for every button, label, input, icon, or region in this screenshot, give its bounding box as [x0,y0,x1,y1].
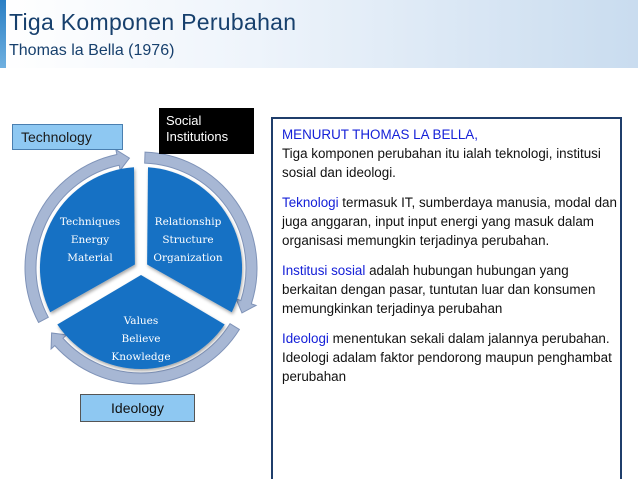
label-ideology: Ideology [80,394,195,422]
intro-heading: MENURUT THOMAS LA BELLA, [282,127,478,142]
social-paragraph [282,261,620,318]
term-teknologi: Teknologi [282,195,339,210]
slide-title: Tiga Komponen Perubahan [9,9,297,35]
label-social-line: Social [166,113,202,128]
term-institusi-sosial: Institusi sosial [282,263,366,278]
segment-tech-item: Material [67,252,113,264]
label-technology: Technology [12,124,123,150]
term-ideologi: Ideologi [282,331,329,346]
label-social-institutions [159,108,254,154]
segment-social-item: Organization [153,252,223,264]
segment-tech-item: Techniques [59,216,121,228]
intro-text: Tiga komponen perubahan itu ialah teknologi, institusi sosial dan ideologi. [282,146,601,180]
segment-social-item: Structure [162,234,214,246]
segment-ideo-item: Values [123,315,159,327]
label-social-line: Institutions [166,129,229,144]
slide-subtitle: Thomas la Bella (1976) [9,42,175,59]
segment-ideo-item: Believe [121,333,161,345]
segment-tech-item: Energy [70,234,110,246]
segment-ideo-item: Knowledge [111,351,171,363]
technology-text: termasuk IT, sumberdaya manusia, modal dan juga anggaran, input input energi yang masuk dalam organisasi memungkin terjadinya perubahan. [282,195,617,248]
technology-paragraph [282,193,620,250]
ideology-paragraph [282,329,620,386]
intro-paragraph [282,125,620,182]
segment-social-item: Relationship [154,216,222,228]
social-text: adalah hubungan hubungan yang berkaitan dengan pasar, tuntutan luar dan konsumen memungkinkan terjadinya perubahan [282,263,596,316]
ideology-text: menentukan sekali dalam jalannya perubahan. Ideologi adalam faktor pendorong maupun penghambat perubahan [282,331,612,384]
explanation-box [271,117,622,479]
